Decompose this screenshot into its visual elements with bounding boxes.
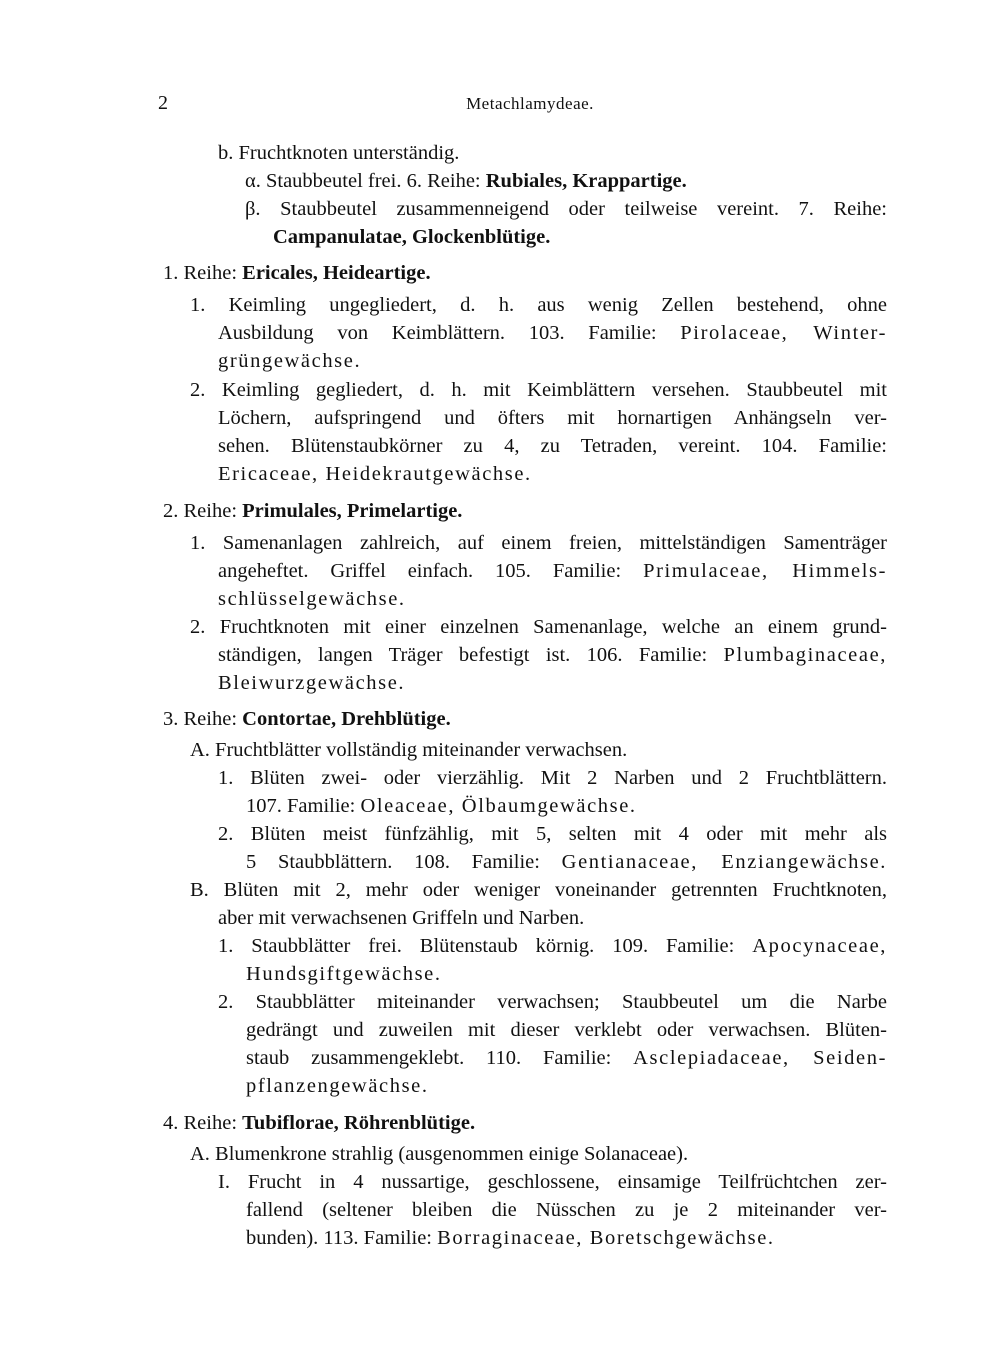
text-line: Löchern, aufspringend und öfters mit hornartigen Anhängseln ver- bbox=[218, 407, 887, 429]
text-line: 2. Staubblätter miteinander verwachsen; Staubbeutel um die Narbe bbox=[218, 991, 887, 1013]
family-name: Bleiwurzgewächse. bbox=[218, 672, 406, 694]
text-segment: 2. Reihe: bbox=[163, 500, 243, 522]
order-heading: Contortae, Drehblütige. bbox=[242, 708, 451, 730]
text-segment: ständigen, langen Träger befestigt ist. 106. Familie: bbox=[218, 644, 724, 666]
text-segment: bunden). 113. Familie: bbox=[246, 1227, 438, 1249]
text-line bbox=[246, 1225, 775, 1252]
text-line: I. Frucht in 4 nussartige, geschlossene, einsamige Teilfrüchtchen zer- bbox=[218, 1171, 887, 1193]
text-segment: 1. Staubblätter frei. Blütenstaub körnig. 109. Familie: bbox=[218, 935, 753, 957]
text-line: 2. Fruchtknoten mit einer einzelnen Samenanlage, welche an einem grund- bbox=[190, 616, 887, 638]
text-line: 1. Keimling ungegliedert, d. h. aus wenig Zellen bestehend, ohne bbox=[190, 294, 887, 316]
family-name: Gentianaceae, Enziangewächse. bbox=[561, 851, 887, 873]
text-segment: Ausbildung von Keimblättern. 103. Familie: bbox=[218, 322, 681, 344]
text-line: aber mit verwachsenen Griffeln und Narben. bbox=[218, 907, 585, 929]
text-line bbox=[246, 849, 887, 876]
text-line bbox=[246, 1045, 887, 1072]
text-line bbox=[218, 933, 887, 960]
family-name: Apocynaceae, bbox=[752, 935, 887, 957]
order-heading: Primulales, Primelartige. bbox=[242, 500, 463, 522]
family-name: Pirolaceae, Winter- bbox=[680, 322, 888, 344]
text-line: gedrängt und zuweilen mit dieser verklebt oder verwachsen. Blüten- bbox=[246, 1019, 887, 1041]
family-name: Asclepiadaceae, Seiden- bbox=[633, 1047, 887, 1069]
text-segment: staub zusammengeklebt. 110. Familie: bbox=[246, 1047, 634, 1069]
text-line: A. Blumenkrone strahlig (ausgenommen einige Solanaceae). bbox=[190, 1143, 689, 1165]
order-heading: Rubiales, Krappartige. bbox=[485, 170, 687, 192]
family-name: Hundsgiftgewächse. bbox=[246, 963, 442, 985]
text-line: b. Fruchtknoten unterständig. bbox=[218, 142, 460, 164]
family-name: Oleaceae, Ölbaumgewächse. bbox=[360, 795, 637, 817]
section-heading bbox=[163, 1110, 475, 1137]
text-line bbox=[218, 558, 887, 585]
text-segment: 5 Staubblättern. 108. Familie: bbox=[246, 851, 562, 873]
family-name: Ericaceae, Heidekrautgewächse. bbox=[218, 463, 532, 485]
family-name: Borraginaceae, Boretschgewächse. bbox=[437, 1227, 775, 1249]
text-line: sehen. Blütenstaubkörner zu 4, zu Tetraden, vereint. 104. Familie: bbox=[218, 435, 887, 457]
family-name: pflanzengewächse. bbox=[246, 1075, 429, 1097]
order-heading: Campanulatae, Glockenblütige. bbox=[273, 226, 551, 248]
section-heading bbox=[163, 498, 462, 525]
text-line bbox=[246, 793, 637, 820]
section-heading bbox=[163, 260, 431, 287]
order-heading: Ericales, Heideartige. bbox=[242, 262, 431, 284]
text-line: A. Fruchtblätter vollständig miteinander verwachsen. bbox=[190, 739, 628, 761]
page-number: 2 bbox=[158, 92, 168, 114]
text-line bbox=[218, 642, 887, 669]
text-segment: 107. Familie: bbox=[246, 795, 361, 817]
family-name: grüngewächse. bbox=[218, 350, 362, 372]
text-line: 2. Blüten meist fünfzählig, mit 5, selten mit 4 oder mit mehr als bbox=[218, 823, 887, 845]
text-segment: 1. Reihe: bbox=[163, 262, 243, 284]
text-line: 1. Samenanlagen zahlreich, auf einem freien, mittelständigen Samenträger bbox=[190, 532, 887, 554]
family-name: schlüsselgewächse. bbox=[218, 588, 406, 610]
text-line: 1. Blüten zwei- oder vierzählig. Mit 2 Narben und 2 Fruchtblättern. bbox=[218, 767, 887, 789]
order-heading: Tubiflorae, Röhrenblütige. bbox=[242, 1112, 476, 1134]
text-line: 2. Keimling gegliedert, d. h. mit Keimblättern versehen. Staubbeutel mit bbox=[190, 379, 887, 401]
text-segment: angeheftet. Griffel einfach. 105. Familie: bbox=[218, 560, 644, 582]
running-head: Metachlamydeae. bbox=[466, 94, 594, 113]
section-heading bbox=[163, 706, 451, 733]
text-segment: 3. Reihe: bbox=[163, 708, 243, 730]
text-line bbox=[245, 168, 687, 195]
family-name: Primulaceae, Himmels- bbox=[643, 560, 887, 582]
text-line: fallend (seltener bleiben die Nüsschen zu je 2 miteinander ver- bbox=[246, 1199, 887, 1221]
text-line: B. Blüten mit 2, mehr oder weniger voneinander getrennten Fruchtknoten, bbox=[190, 879, 887, 901]
text-line: β. Staubbeutel zusammenneigend oder teilweise vereint. 7. Reihe: bbox=[245, 198, 887, 220]
text-segment: α. Staubbeutel frei. 6. Reihe: bbox=[245, 170, 486, 192]
text-line bbox=[218, 320, 887, 347]
family-name: Plumbaginaceae, bbox=[723, 644, 887, 666]
text-segment: 4. Reihe: bbox=[163, 1112, 243, 1134]
